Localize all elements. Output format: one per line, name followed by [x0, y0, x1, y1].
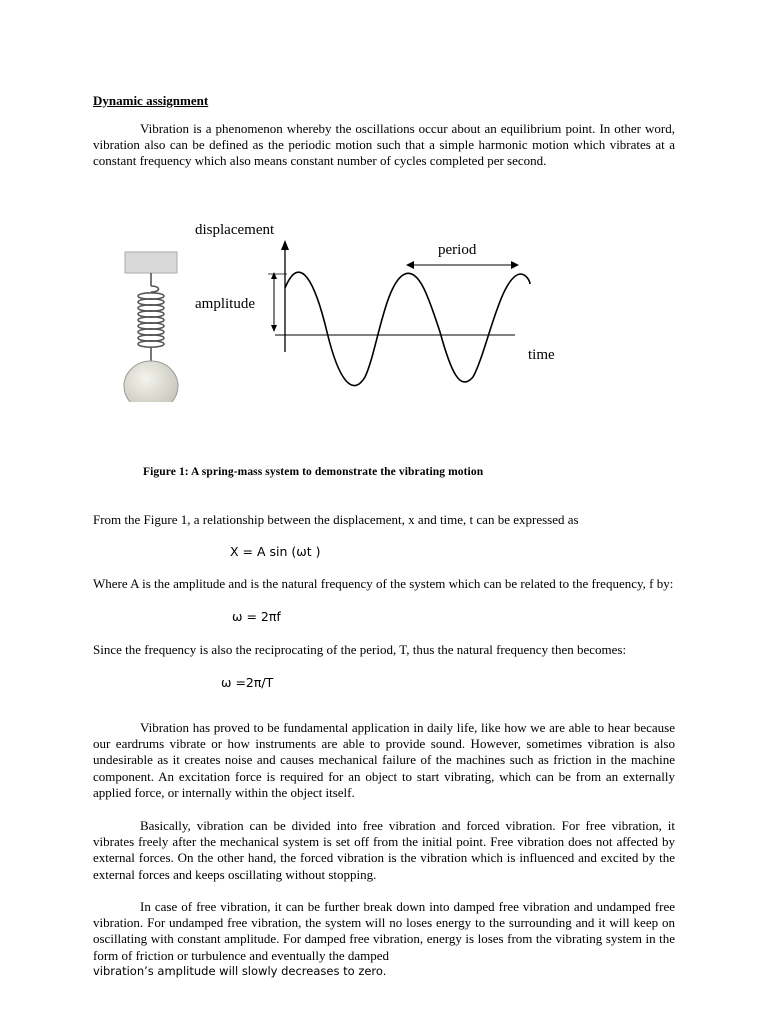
intro-paragraph: Vibration is a phenomenon whereby the oscillations occur about an equilibrium point. In other word, vibration also can be defined as the periodic motion such that a simple harmonic motion which vibrates at a constant frequency which also means constant number of cycles completed per second. [93, 121, 675, 169]
period-left-arrow-icon [406, 261, 414, 269]
label-amplitude: amplitude [195, 296, 255, 312]
label-period: period [438, 242, 477, 258]
mass-ball [124, 361, 178, 402]
sine-wave [285, 272, 530, 385]
period-right-arrow-icon [511, 261, 519, 269]
document-heading: Dynamic assignment [93, 93, 209, 108]
damped-paragraph: In case of free vibration, it can be further break down into damped free vibration and undamped free vibration. For undamped free vibration, the system will no loses energy to the surrounding and it will keep on oscillating with constant amplitude. For damped free vibration, energy is loses from the vibrating system in the form of friction or turbulence and eventually the damped [93, 899, 675, 963]
since-paragraph: Since the frequency is also the reciprocating of the period, T, thus the natural frequency then becomes: [93, 642, 627, 657]
formula-omega-frequency: ω = 2πf [232, 609, 281, 624]
where-paragraph: Where A is the amplitude and is the natural frequency of the system which can be related to the frequency, f by: [93, 576, 674, 591]
damped-paragraph-last-line: vibration’s amplitude will slowly decreases to zero. [93, 964, 387, 978]
label-time: time [528, 347, 555, 363]
amplitude-down-arrow-icon [271, 325, 277, 332]
y-axis-arrow-icon [281, 240, 289, 250]
relation-paragraph: From the Figure 1, a relationship between the displacement, x and time, t can be expressed as [93, 512, 579, 527]
figure-caption: Figure 1: A spring-mass system to demonstrate the vibrating motion [143, 466, 484, 478]
formula-displacement: X = A sin (ωt ) [230, 544, 321, 559]
mount-block [125, 252, 177, 273]
amplitude-up-arrow-icon [271, 272, 277, 279]
spring-mass-figure [115, 212, 565, 402]
fundamental-paragraph: Vibration has proved to be fundamental application in daily life, like how we are able to hear because our eardrums vibrate or how instruments are able to provide sound. However, sometimes vibration is also undesirable as it creates noise and causes mechanical failure of the machines such as friction in the machine component. An excitation force is required for an object to start vibrating, which can be from an externally applied force, or internally within the object itself. [93, 720, 675, 800]
formula-omega-period: ω =2π/T [221, 675, 274, 690]
label-displacement: displacement [195, 222, 275, 238]
spring-icon [138, 273, 164, 362]
free-forced-paragraph: Basically, vibration can be divided into free vibration and forced vibration. For free vibration, it vibrates freely after the mechanical system is set off from the initial point. Free vibration does not affected by external forces. On the other hand, the forced vibration is the vibration which is influenced and excited by the external forces and keeps oscillating without stopping. [93, 818, 675, 882]
